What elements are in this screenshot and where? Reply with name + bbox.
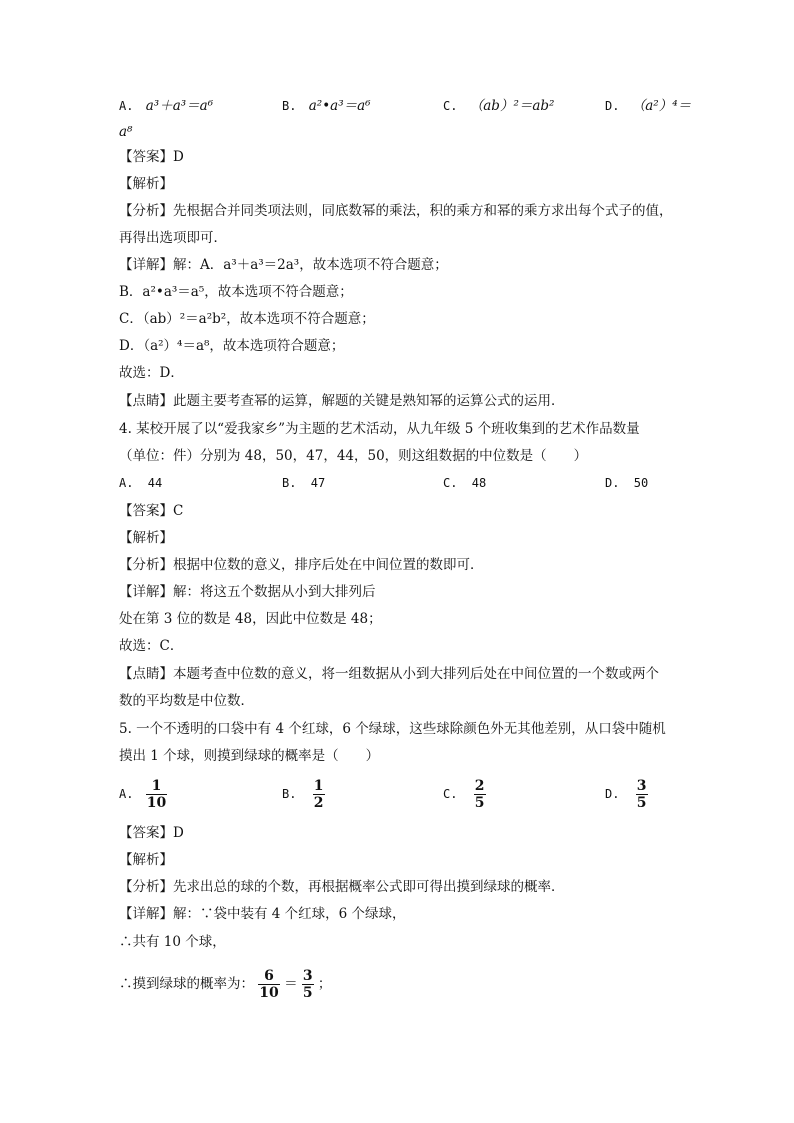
probability-prefix: ∴摸到绿球的概率为： bbox=[119, 976, 254, 992]
denominator: 2 bbox=[313, 795, 324, 811]
numerator: 3 bbox=[636, 778, 647, 794]
q4-choice: 故选：C． bbox=[119, 638, 184, 654]
option-label: A. bbox=[119, 787, 134, 801]
q3-option-b bbox=[282, 97, 371, 115]
q4-analysis-heading: 【解析】 bbox=[119, 530, 173, 546]
q3-detail-line-2: B．a²•a³＝a⁵，故本选项不符合题意； bbox=[119, 284, 353, 300]
q3-answer: 【答案】D bbox=[119, 149, 184, 165]
q4-comment-line-1: 【点睛】本题考查中位数的意义，将一组数据从小到大排列后处在中间位置的一个数或两个 bbox=[119, 666, 659, 682]
denominator: 5 bbox=[636, 795, 647, 811]
equals-sign: ＝ bbox=[284, 976, 298, 992]
option-value: 50 bbox=[633, 476, 649, 490]
q4-detail-line-2: 处在第 3 位的数是 48，因此中位数是 48； bbox=[119, 611, 382, 627]
q3-fenxi-line-2: 再得出选项即可． bbox=[119, 230, 227, 246]
q5-fenxi: 【分析】先求出总的球的个数，再根据概率公式即可得出摸到绿球的概率． bbox=[119, 879, 565, 895]
q5-option-d bbox=[605, 778, 648, 811]
denominator: 10 bbox=[146, 795, 167, 811]
q3-option-d bbox=[605, 97, 691, 115]
option-math: （a²）⁴＝ bbox=[631, 98, 692, 114]
q5-stem-line-1: 5. 一个不透明的口袋中有 4 个红球，6 个绿球，这些球除颜色外无其他差别，从口袋中随机 bbox=[119, 721, 666, 737]
option-math: a²•a³＝a⁶ bbox=[308, 98, 371, 114]
q5-detail-line-3 bbox=[119, 966, 331, 1002]
q3-detail-line-1: 【详解】解：A．a³＋a³＝2a³，故本选项不符合题意； bbox=[119, 257, 448, 273]
probability-suffix: ； bbox=[317, 976, 332, 992]
q4-option-b bbox=[282, 474, 325, 492]
q4-stem-line-1: 4. 某校开展了以“爱我家乡”为主题的艺术活动，从九年级 5 个班收集到的艺术作品数量 bbox=[119, 421, 640, 437]
denominator: 10 bbox=[259, 985, 279, 1001]
q3-option-c bbox=[443, 97, 554, 115]
q3-option-a bbox=[119, 97, 213, 115]
q4-stem-line-2: （单位：件）分别为 48，50，47，44，50，则这组数据的中位数是（ ） bbox=[119, 448, 588, 464]
option-label: D. bbox=[605, 99, 620, 113]
option-label: B. bbox=[282, 787, 297, 801]
q5-detail-line-2: ∴共有 10 个球， bbox=[119, 934, 226, 950]
option-label: C. bbox=[443, 476, 458, 490]
option-fraction bbox=[146, 778, 167, 811]
q3-comment: 【点睛】此题主要考查幂的运算，解题的关键是熟知幂的运算公式的运用． bbox=[119, 393, 565, 409]
numerator: 1 bbox=[313, 778, 324, 794]
option-fraction bbox=[313, 778, 325, 811]
option-label: B. bbox=[282, 476, 297, 490]
q5-option-a bbox=[119, 778, 167, 811]
q4-option-c bbox=[443, 474, 486, 492]
q4-option-d bbox=[605, 474, 648, 492]
q3-detail-line-4: D．（a²）⁴＝a⁸，故本选项符合题意； bbox=[119, 338, 345, 354]
probability-fraction-2 bbox=[302, 968, 314, 1001]
option-label: D. bbox=[605, 476, 620, 490]
option-math: （ab）²＝ab² bbox=[469, 98, 555, 114]
q3-option-d-continuation: a⁸ bbox=[119, 124, 133, 140]
q4-answer: 【答案】C bbox=[119, 503, 184, 519]
q5-analysis-heading: 【解析】 bbox=[119, 852, 173, 868]
option-fraction bbox=[474, 778, 486, 811]
denominator: 5 bbox=[474, 795, 485, 811]
q3-detail-line-3: C．（ab）²＝a²b²，故本选项不符合题意； bbox=[119, 311, 375, 327]
numerator: 1 bbox=[151, 778, 162, 794]
numerator: 3 bbox=[302, 968, 313, 984]
option-value: 48 bbox=[471, 476, 487, 490]
q5-option-c bbox=[443, 778, 486, 811]
option-label: C. bbox=[443, 787, 458, 801]
q4-fenxi: 【分析】根据中位数的意义，排序后处在中间位置的数即可． bbox=[119, 557, 484, 573]
option-label: D. bbox=[605, 787, 620, 801]
option-label: A. bbox=[119, 99, 134, 113]
q4-comment-line-2: 数的平均数是中位数． bbox=[119, 693, 254, 709]
q3-analysis-heading: 【解析】 bbox=[119, 176, 173, 192]
q4-detail-line-1: 【详解】解：将这五个数据从小到大排列后 bbox=[119, 584, 376, 600]
option-label: C. bbox=[443, 99, 458, 113]
q5-stem-line-2: 摸出 1 个球，则摸到绿球的概率是（ ） bbox=[119, 748, 380, 764]
option-value: 44 bbox=[147, 476, 163, 490]
option-label: A. bbox=[119, 476, 134, 490]
option-math: a³＋a³＝a⁶ bbox=[145, 98, 214, 114]
numerator: 2 bbox=[474, 778, 485, 794]
option-value: 47 bbox=[310, 476, 326, 490]
option-fraction bbox=[636, 778, 648, 811]
numerator: 6 bbox=[264, 968, 274, 984]
q3-choice: 故选：D． bbox=[119, 365, 184, 381]
q4-option-a bbox=[119, 474, 162, 492]
q3-fenxi-line-1: 【分析】先根据合并同类项法则，同底数幂的乘法，积的乘方和幂的乘方求出每个式子的值， bbox=[119, 203, 673, 219]
q5-answer: 【答案】D bbox=[119, 825, 184, 841]
option-label: B. bbox=[282, 99, 297, 113]
q5-detail-line-1: 【详解】解：∵袋中装有 4 个红球，6 个绿球， bbox=[119, 906, 406, 922]
denominator: 5 bbox=[302, 985, 313, 1001]
probability-fraction-1 bbox=[258, 968, 279, 1001]
q5-option-b bbox=[282, 778, 325, 811]
